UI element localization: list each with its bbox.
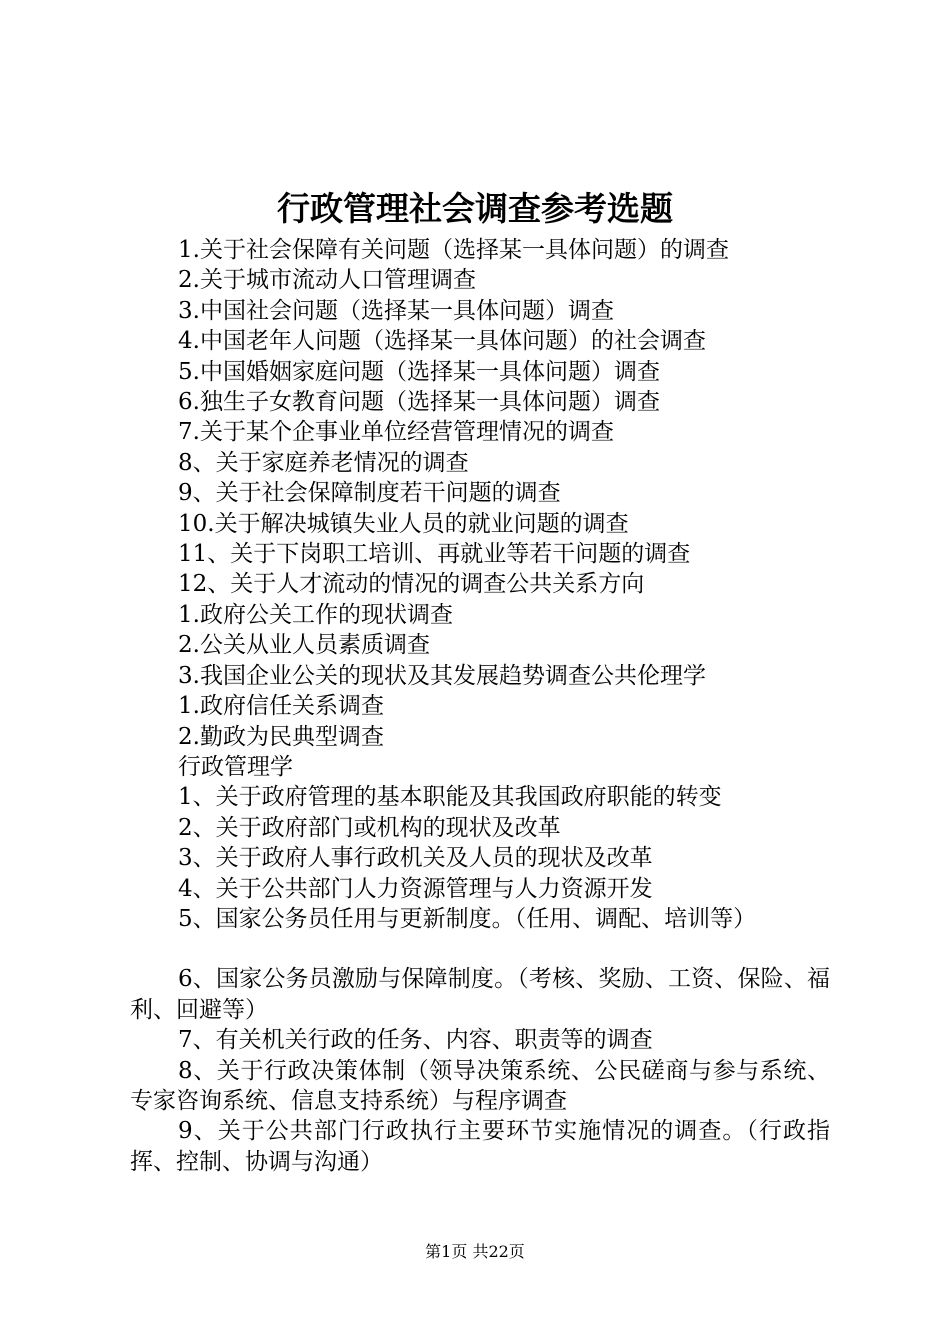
list-item: 11、关于下岗职工培训、再就业等若干问题的调查 (178, 541, 691, 568)
section-heading: 行政管理学 (178, 753, 293, 780)
list-item: 3、关于政府人事行政机关及人员的现状及改革 (178, 845, 653, 872)
list-item: 2.关于城市流动人口管理调查 (178, 267, 476, 294)
list-item: 10.关于解决城镇失业人员的就业问题的调查 (178, 510, 629, 537)
list-paragraph: 7、有关机关行政的任务、内容、职责等的调查 (178, 1027, 653, 1054)
list-item: 4.中国老年人问题（选择某一具体问题）的社会调查 (178, 328, 706, 355)
list-item: 7.关于某个企事业单位经营管理情况的调查 (178, 419, 614, 446)
list-item: 4、关于公共部门人力资源管理与人力资源开发 (178, 875, 653, 902)
list-item: 9、关于社会保障制度若干问题的调查 (178, 480, 561, 507)
list-item: 2、关于政府部门或机构的现状及改革 (178, 814, 561, 841)
list-item: 3.中国社会问题（选择某一具体问题）调查 (178, 297, 614, 324)
list-item: 6.独生子女教育问题（选择某一具体问题）调查 (178, 389, 660, 416)
list-item: 3.我国企业公关的现状及其发展趋势调查公共伦理学 (178, 662, 706, 689)
list-item: 1.政府公关工作的现状调查 (178, 601, 453, 628)
list-paragraph: 9、关于公共部门行政执行主要环节实施情况的调查。（行政指挥、控制、协调与沟通） (130, 1118, 830, 1175)
paragraph-gap (130, 934, 830, 964)
list-item: 5.中国婚姻家庭问题（选择某一具体问题）调查 (178, 358, 660, 385)
list-item: 2.公关从业人员素质调查 (178, 632, 430, 659)
list-paragraph: 8、关于行政决策体制（领导决策系统、公民磋商与参与系统、专家咨询系统、信息支持系统）与程序调查 (130, 1057, 830, 1114)
list-item: 1、关于政府管理的基本职能及其我国政府职能的转变 (178, 784, 722, 811)
document-title: 行政管理社会调查参考选题 (277, 189, 673, 228)
list-item: 1.关于社会保障有关问题（选择某一具体问题）的调查 (178, 237, 729, 263)
list-item: 1.政府信任关系调查 (178, 693, 384, 720)
list-paragraph: 6、国家公务员激励与保障制度。（考核、奖励、工资、保险、福利、回避等） (130, 966, 830, 1023)
list-item: 5、国家公务员任用与更新制度。（任用、调配、培训等） (178, 905, 757, 932)
page-footer: 第1页 共22页 (425, 1242, 525, 1261)
list-item: 12、关于人才流动的情况的调查公共关系方向 (178, 571, 645, 598)
list-item: 2.勤政为民典型调查 (178, 723, 384, 750)
document-body (130, 235, 830, 1177)
list-item: 8、关于家庭养老情况的调查 (178, 449, 469, 476)
